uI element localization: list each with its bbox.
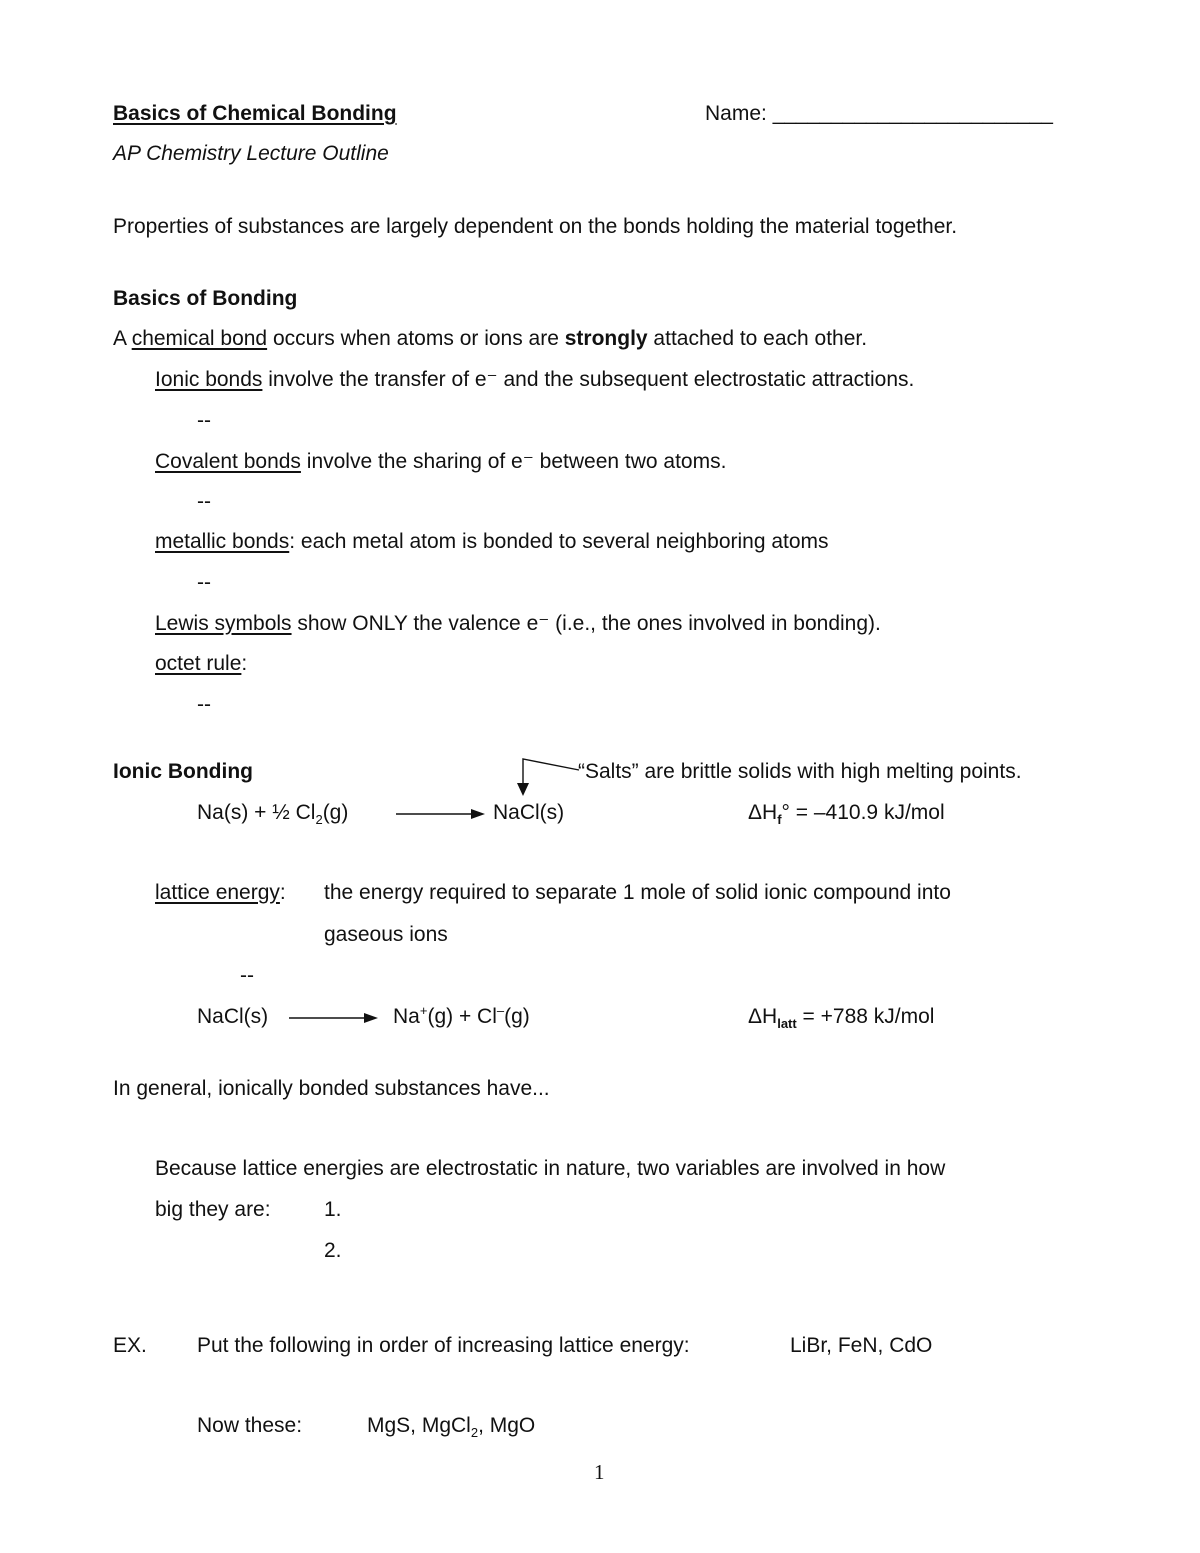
metallic-bonds-text: : each metal atom is bonded to several neighboring atoms bbox=[289, 530, 829, 553]
term-lattice-energy: lattice energy bbox=[155, 881, 280, 904]
eq1-reactants-end: (g) bbox=[322, 801, 349, 824]
chemical-bond-definition bbox=[113, 326, 867, 352]
enthalpy-lattice-value: = +788 kJ/mol bbox=[796, 1005, 935, 1028]
lewis-symbols-line bbox=[155, 611, 881, 637]
because-line-1: Because lattice energies are electrostatic in nature, two variables are involved in how bbox=[155, 1157, 946, 1180]
enthalpy-formation-value: ° = –410.9 kJ/mol bbox=[781, 801, 945, 824]
reaction-arrow-icon-2 bbox=[288, 1010, 380, 1026]
page-number: 1 bbox=[594, 1460, 605, 1484]
variable-item-2: 2. bbox=[324, 1239, 342, 1262]
salts-note: “Salts” are brittle solids with high melting points. bbox=[578, 760, 1022, 783]
def-end: attached to each other. bbox=[647, 327, 868, 350]
name-blank: ________________________ bbox=[772, 102, 1053, 125]
term-metallic-bonds: metallic bonds bbox=[155, 530, 290, 553]
eq2-minus-charge: – bbox=[496, 1003, 505, 1018]
covalent-bonds-text: involve the sharing of e⁻ between two atoms. bbox=[300, 450, 727, 473]
document-subtitle: AP Chemistry Lecture Outline bbox=[113, 142, 389, 165]
lattice-energy-term bbox=[155, 880, 286, 906]
example-label: EX. bbox=[113, 1334, 147, 1357]
set2-subscript: 2 bbox=[470, 1425, 479, 1441]
lattice-energy-definition-1: the energy required to separate 1 mole of solid ionic compound into bbox=[324, 881, 951, 904]
lewis-symbols-text: show ONLY the valence e⁻ (i.e., the ones involved in bonding). bbox=[291, 612, 881, 635]
equation-lattice-products bbox=[393, 1004, 530, 1030]
equation-lattice-reactant: NaCl(s) bbox=[197, 1005, 269, 1028]
eq1-reactants: Na(s) + ½ Cl bbox=[197, 801, 316, 824]
eq2-sodium: Na bbox=[393, 1005, 420, 1028]
delta-h-latt-symbol: ΔH bbox=[748, 1005, 778, 1028]
name-label: Name: bbox=[705, 102, 773, 125]
set2-part-b: , MgO bbox=[478, 1414, 536, 1437]
example-prompt: Put the following in order of increasing lattice energy: bbox=[197, 1334, 690, 1357]
term-lewis-symbols: Lewis symbols bbox=[155, 612, 292, 635]
delta-h-subscript-latt: latt bbox=[777, 1016, 797, 1032]
document-title: Basics of Chemical Bonding bbox=[113, 102, 397, 125]
name-field bbox=[705, 101, 1053, 127]
dash-lattice: -- bbox=[240, 964, 254, 987]
enthalpy-lattice bbox=[748, 1004, 934, 1030]
dash-octet: -- bbox=[197, 693, 211, 716]
eq2-middle: (g) + Cl bbox=[427, 1005, 497, 1028]
because-line-2: big they are: bbox=[155, 1198, 271, 1221]
def-prefix: A bbox=[113, 327, 132, 350]
eq2-plus-charge: + bbox=[419, 1003, 428, 1018]
dash-ionic: -- bbox=[197, 409, 211, 432]
delta-h-subscript-f: f bbox=[777, 812, 782, 828]
def-middle: occurs when atoms or ions are bbox=[267, 327, 565, 350]
reaction-arrow-icon bbox=[395, 806, 487, 822]
general-statement: In general, ionically bonded substances have... bbox=[113, 1077, 550, 1100]
equation-formation-reactants bbox=[197, 800, 348, 826]
dash-covalent: -- bbox=[197, 490, 211, 513]
lattice-colon: : bbox=[279, 881, 286, 904]
now-these-label: Now these: bbox=[197, 1414, 303, 1437]
term-covalent-bonds: Covalent bonds bbox=[155, 450, 301, 473]
section-heading-basics: Basics of Bonding bbox=[113, 287, 298, 310]
metallic-bonds-line bbox=[155, 529, 829, 555]
enthalpy-formation bbox=[748, 800, 945, 826]
def-emphasis: strongly bbox=[564, 327, 648, 350]
covalent-bonds-line bbox=[155, 449, 726, 475]
eq2-end: (g) bbox=[504, 1005, 530, 1028]
example-set-1: LiBr, FeN, CdO bbox=[790, 1334, 933, 1357]
variable-item-1: 1. bbox=[324, 1198, 342, 1221]
dash-metallic: -- bbox=[197, 571, 211, 594]
equation-formation-product: NaCl(s) bbox=[493, 801, 565, 824]
ionic-bonds-line bbox=[155, 367, 914, 393]
term-ionic-bonds: Ionic bonds bbox=[155, 368, 263, 391]
delta-h-symbol: ΔH bbox=[748, 801, 778, 824]
octet-rule-line bbox=[155, 651, 247, 677]
term-chemical-bond: chemical bond bbox=[131, 327, 268, 350]
intro-paragraph: Properties of substances are largely dependent on the bonds holding the material together. bbox=[113, 215, 958, 238]
eq1-subscript: 2 bbox=[315, 812, 323, 828]
ionic-bonds-text: involve the transfer of e⁻ and the subsequent electrostatic attractions. bbox=[262, 368, 915, 391]
octet-rule-colon: : bbox=[241, 652, 248, 675]
section-heading-ionic: Ionic Bonding bbox=[113, 760, 253, 783]
salts-pointer-arrow-icon bbox=[510, 754, 582, 798]
set2-part-a: MgS, MgCl bbox=[367, 1414, 471, 1437]
example-set-2 bbox=[367, 1413, 535, 1439]
term-octet-rule: octet rule bbox=[155, 652, 242, 675]
lattice-energy-definition-2: gaseous ions bbox=[324, 923, 448, 946]
